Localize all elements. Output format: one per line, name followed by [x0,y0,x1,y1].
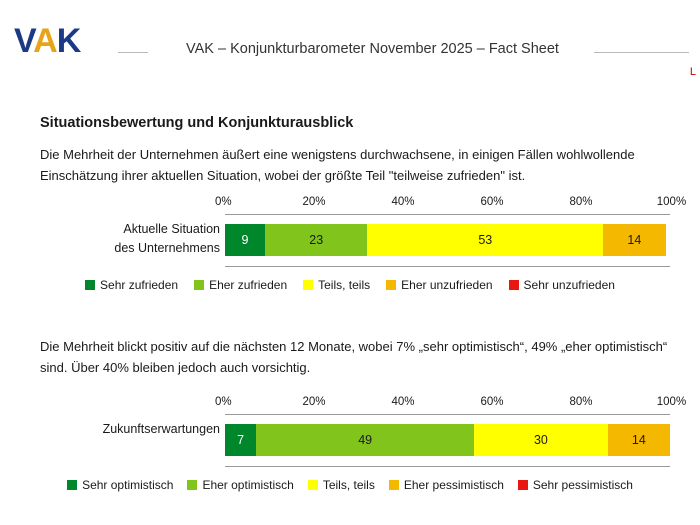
legend-swatch-icon [187,480,197,490]
legend-label: Sehr zufrieden [100,278,179,292]
chart2-legend-item [308,478,375,492]
legend-label: Sehr optimistisch [82,478,174,492]
chart1-legend-item [194,278,287,292]
legend-swatch-icon [389,480,399,490]
chart2-legend [0,478,700,492]
chart2-tick-40: 40% [391,396,415,408]
legend-swatch-icon [85,280,95,290]
chart1-legend [0,278,700,292]
chart2-legend-item [518,478,633,492]
legend-swatch-icon [308,480,318,490]
header-rule-right [594,52,689,53]
chart1-legend-item [303,278,370,292]
chart2-tick-80: 80% [569,396,593,408]
chart2-bar-row [0,418,700,462]
legend-swatch-icon [518,480,528,490]
chart2-legend-item [187,478,293,492]
chart1-axis-line-top [225,214,670,215]
chart1-category-label-line2: des Unternehmens [114,240,220,255]
chart2-axis-line-bottom [225,466,670,467]
chart1-axis-line-bottom [225,266,670,267]
chart1-category-label [40,220,220,258]
vak-logo [14,24,80,58]
chart1-tick-40: 40% [391,196,415,208]
chart1-segment: 9 [225,224,265,256]
legend-label: Eher optimistisch [202,478,294,492]
chart2-x-axis-ticks [215,396,687,412]
legend-label: Sehr unzufrieden [523,278,615,292]
logo-letter-a: A [33,22,57,60]
chart1-legend-item [85,278,178,292]
legend-swatch-icon [386,280,396,290]
chart2-segment: 49 [256,424,474,456]
corner-mark: L [689,66,696,78]
page-title: VAK – Konjunkturbarometer November 2025 – Fact Sheet [186,41,559,57]
chart1-stacked-bar [225,224,670,256]
chart1-segment: 53 [367,224,603,256]
chart2-segment: 7 [225,424,256,456]
chart2-tick-100: 100% [656,396,687,408]
chart1-category-label-line1: Aktuelle Situation [123,222,220,236]
chart2-category-label [40,420,220,439]
paragraph-outlook: Die Mehrheit blickt positiv auf die nächsten 12 Monate, wobei 7% „sehr optimistisch“, 49% „eher optimistisch“ sind. Über 40% bleiben jedoch auch vorsichtig. [40,339,668,376]
chart2-tick-60: 60% [480,396,504,408]
chart1-x-axis-ticks [215,196,687,212]
logo-letter-v: V [14,22,34,60]
chart1-segment: 14 [603,224,665,256]
chart1-tick-100: 100% [656,196,687,208]
logo-letter-k: K [56,22,81,60]
chart2-tick-0: 0% [215,396,232,408]
section-title: Situationsbewertung und Konjunkturausblick [40,115,354,131]
chart1-tick-80: 80% [569,196,593,208]
chart1-legend-item [509,278,615,292]
legend-label: Teils, teils [318,278,371,292]
legend-swatch-icon [303,280,313,290]
chart2-legend-item [67,478,173,492]
chart1-tick-60: 60% [480,196,504,208]
legend-label: Eher zufrieden [209,278,288,292]
legend-label: Teils, teils [322,478,375,492]
page-header [0,0,700,78]
chart1-legend-item [386,278,492,292]
chart1-segment: 23 [265,224,367,256]
chart2-tick-20: 20% [302,396,326,408]
chart2-segment: 14 [608,424,670,456]
legend-label: Eher pessimistisch [403,478,504,492]
chart1-tick-20: 20% [302,196,326,208]
legend-swatch-icon [194,280,204,290]
chart2-stacked-bar [225,424,670,456]
chart2-segment: 30 [474,424,608,456]
chart2-axis-line-top [225,414,670,415]
legend-swatch-icon [509,280,519,290]
chart2-category-label-line1: Zukunftserwartungen [102,422,220,436]
header-rule-left [118,52,148,53]
chart1-tick-0: 0% [215,196,232,208]
legend-swatch-icon [67,480,77,490]
paragraph-current-situation: Die Mehrheit der Unternehmen äußert eine wenigstens durchwachsene, in einigen Fällen wohlwollende Einschätzung ihrer aktuellen Situation, wobei der größte Teil "teilweise zufrieden" ist. [40,147,635,184]
legend-label: Eher unzufrieden [401,278,493,292]
legend-label: Sehr pessimistisch [532,478,633,492]
chart1-bar-row [0,218,700,262]
chart2-legend-item [389,478,504,492]
